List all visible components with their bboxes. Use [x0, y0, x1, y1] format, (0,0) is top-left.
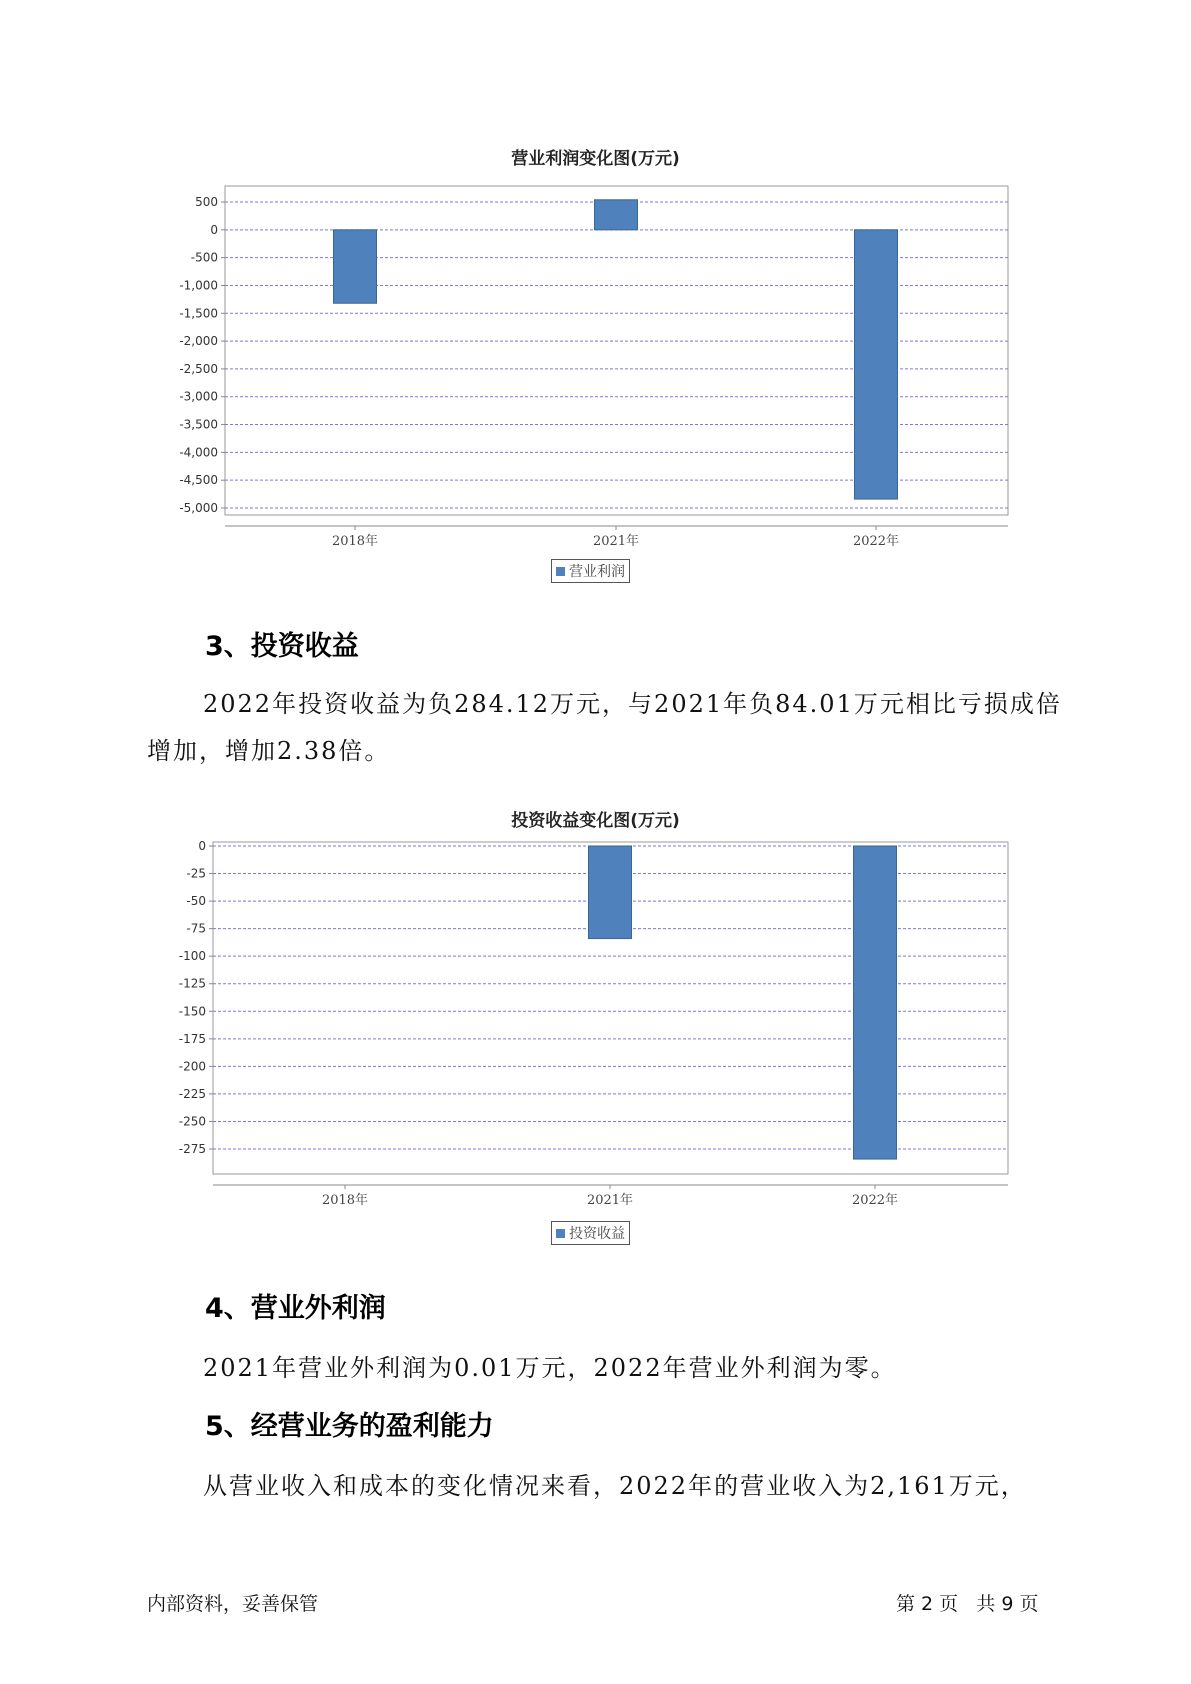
y-tick-label: -50: [186, 894, 206, 909]
x-tick-label: 2021年: [586, 1193, 634, 1208]
x-tick-label: 2022年: [851, 1193, 899, 1208]
section5-heading: 5、经营业务的盈利能力: [205, 1411, 494, 1442]
y-tick-label: -5,000: [179, 501, 218, 515]
y-tick-label: -2,000: [179, 334, 218, 349]
chart2-title: 投资收益变化图(万元): [511, 811, 680, 831]
y-tick-label: -1,000: [179, 278, 218, 293]
y-tick-label: -1,500: [179, 306, 218, 321]
x-tick-label: 2022年: [852, 534, 900, 549]
legend-swatch: [556, 1229, 565, 1238]
chart2-legend: [551, 1221, 630, 1245]
y-tick-label: 500: [195, 195, 218, 209]
chart1-legend-label: 营业利润: [569, 564, 625, 580]
section5-paragraph: 从营业收入和成本的变化情况来看，2022年的营业收入为2,161万元，: [203, 1472, 1027, 1500]
chart2-legend-label: 投资收益: [569, 1226, 625, 1242]
chart1-title: 营业利润变化图(万元): [511, 149, 680, 169]
y-tick-label: -2,500: [179, 361, 218, 376]
footer-page-number: 第 2 页 共 9 页: [896, 1593, 1039, 1615]
section3-paragraph-line1: 2022年投资收益为负284.12万元，与2021年负84.01万元相比亏损成倍: [203, 690, 1062, 718]
footer-confidential-note: 内部资料，妥善保管: [147, 1593, 319, 1615]
y-tick-label: -125: [178, 976, 206, 991]
section3-heading: 3、投资收益: [205, 631, 359, 662]
y-tick-label: -225: [178, 1086, 206, 1101]
x-tick-label: 2018年: [331, 534, 379, 549]
section3-paragraph-line2: 增加，增加2.38倍。: [147, 737, 391, 765]
y-tick-label: -25: [186, 866, 206, 881]
y-tick-label: -4,500: [179, 473, 218, 488]
y-tick-label: -250: [178, 1114, 206, 1129]
bar-2022年: [854, 846, 897, 1159]
y-tick-label: -500: [190, 250, 218, 265]
bar-2021年: [589, 846, 632, 939]
y-tick-label: 0: [210, 222, 218, 237]
x-tick-label: 2021年: [592, 534, 640, 549]
y-tick-label: -4,000: [179, 445, 218, 460]
section4-heading: 4、营业外利润: [205, 1293, 386, 1324]
y-tick-label: 0: [198, 839, 206, 853]
y-tick-label: -75: [186, 921, 206, 936]
y-tick-label: -275: [178, 1142, 206, 1156]
x-tick-label: 2018年: [321, 1193, 369, 1208]
section4-paragraph: 2021年营业外利润为0.01万元，2022年营业外利润为零。: [203, 1354, 897, 1382]
y-tick-label: -200: [178, 1059, 206, 1074]
y-tick-label: -3,000: [179, 389, 218, 404]
y-tick-label: -3,500: [179, 417, 218, 432]
y-tick-label: -175: [178, 1031, 206, 1046]
y-tick-label: -100: [178, 949, 206, 964]
y-tick-label: -150: [178, 1004, 206, 1019]
